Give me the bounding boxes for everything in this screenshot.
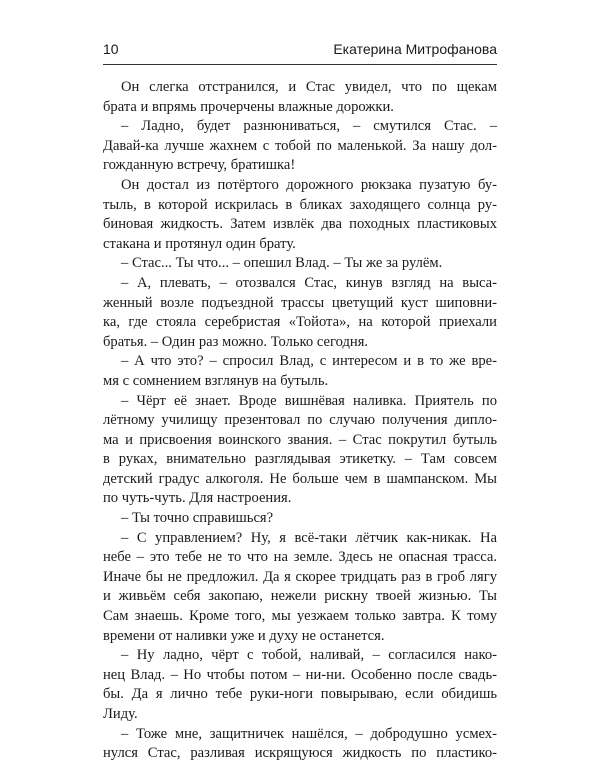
text-line: – С управлением? Ну, я всё-таки лётчик как-никак. На xyxy=(121,529,497,546)
running-head xyxy=(103,40,497,62)
text-line: – Ты точно справишься? xyxy=(121,510,274,527)
text-line: Лиду. xyxy=(103,706,138,722)
text-line: ма и присвоения воинского звания. – Стас покрутил бутыль xyxy=(103,431,497,448)
text-line: Иначе бы не предложил. Да я скорее тридцать раз в гроб лягу xyxy=(103,568,497,585)
text-line: бы. Да я лично тебе руки-ноги повырываю, если обидишь xyxy=(103,686,497,703)
text-line: гожданную встречу, братишка! xyxy=(103,157,296,174)
text-line: нулся Стас, разливая искрящуюся жидкость по пластико- xyxy=(103,745,497,762)
text-line: и живьём себя закопаю, нежели рискну твоей жизнью. Ты xyxy=(103,588,497,605)
text-line: братья. – Один раз можно. Только сегодня. xyxy=(103,333,369,350)
text-line: женный возле подъездной трассы цветущий куст шиповни- xyxy=(103,294,497,311)
text-line: по чуть-чуть. Для настроения. xyxy=(103,490,292,507)
text-line: лётному училищу презентовал по случаю получения дипло- xyxy=(103,412,497,429)
text-line: – Ну ладно, чёрт с тобой, наливай, – согласился нако- xyxy=(121,647,497,664)
text-line: стакана и протянул один брату. xyxy=(103,235,296,252)
text-line: – А что это? – спросил Влад, с интересом и в то же вре- xyxy=(121,353,497,370)
text-line: мя с сомнением взглянув на бутыль. xyxy=(103,372,329,389)
text-line: Давай-ка лучше жахнем с тобой по маленькой. За нашу дол- xyxy=(103,137,497,154)
text-line: Он достал из потёртого дорожного рюкзака пузатую бу- xyxy=(121,176,497,193)
text-line: небе – это тебе не то что на земле. Здесь не опасная трасса. xyxy=(103,549,497,566)
text-line: ка, где стояла серебристая «Тойота», на которой приехали xyxy=(103,314,497,331)
text-line: времени от наливки уже и духу не останется. xyxy=(103,627,385,644)
text-line: Сам знаешь. Кроме того, мы уезжаем только завтра. К тому xyxy=(103,608,497,625)
text-line: – Тоже мне, защитничек нашёлся, – добродушно усмех- xyxy=(121,725,497,742)
text-line: тыль, в которой искрилась в бликах заходящего солнца ру- xyxy=(103,196,497,213)
text-line: детский градус алкоголя. Не больше чем в шампанском. Мы xyxy=(103,470,497,487)
text-line: – А, плевать, – отозвался Стас, кинув взгляд на выса- xyxy=(121,274,497,291)
text-line: брата и впрямь прочерчены влажные дорожки. xyxy=(103,98,394,115)
text-line: Он слегка отстранился, и Стас увидел, что по щекам xyxy=(121,79,497,95)
text-line: нец Влад. – Но чтобы потом – ни-ни. Особенно после свадь- xyxy=(103,666,497,683)
page-number: 10 xyxy=(103,41,119,57)
running-title: Екатерина Митрофанова xyxy=(333,41,497,57)
text-line: – Ладно, будет разнюниваться, – смутился Стас. – xyxy=(121,118,497,135)
text-line: в руках, внимательно разглядывая этикетку. – Там совсем xyxy=(103,451,497,468)
text-line: – Чёрт её знает. Вроде вишнёвая наливка. Приятель по xyxy=(121,392,497,409)
text-line: – Стас... Ты что... – опешил Влад. – Ты же за рулём. xyxy=(121,255,443,272)
header-rule xyxy=(103,64,497,65)
body-text xyxy=(103,78,497,764)
text-line: биновая жидкость. Затем извлёк два походных пластиковых xyxy=(103,216,497,233)
